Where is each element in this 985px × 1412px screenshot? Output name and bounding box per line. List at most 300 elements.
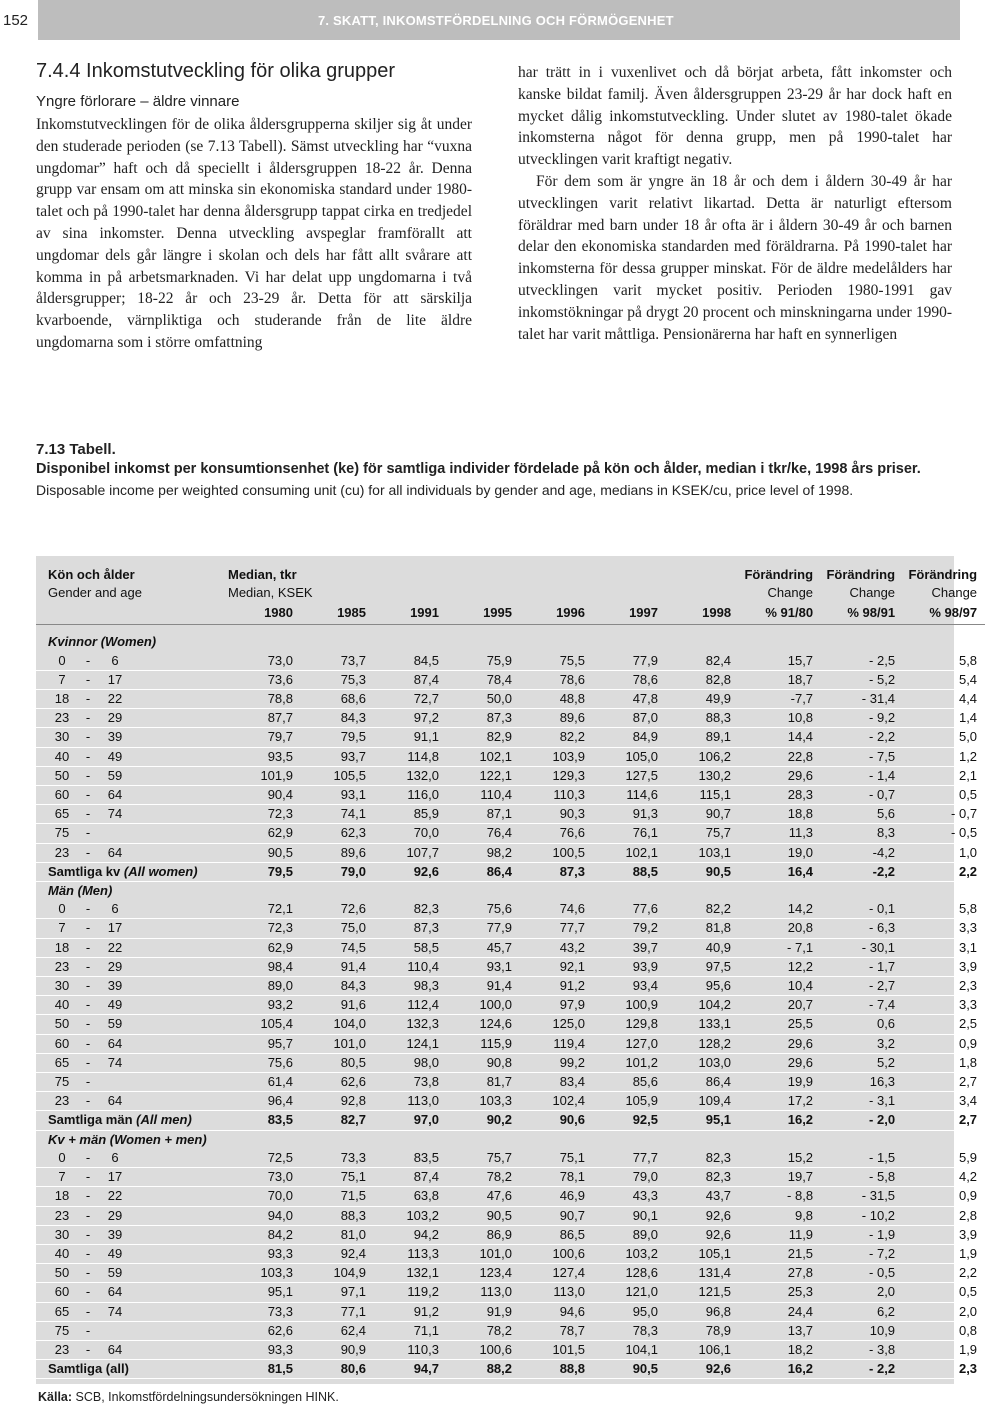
table-row [36, 1149, 985, 1168]
median-cell: 91,6 [301, 996, 374, 1015]
median-cell: 43,7 [666, 1187, 739, 1206]
age-dash: - [85, 652, 91, 668]
age-to: 74 [107, 1054, 123, 1070]
change-cell: 5,0 [903, 728, 985, 747]
age-from: 30 [54, 729, 70, 745]
median-cell: 75,5 [520, 652, 593, 671]
table-row [36, 670, 985, 689]
header-age-sv: Kön och ålder [48, 567, 135, 582]
age-to: 64 [107, 1093, 123, 1109]
median-cell: 93,5 [228, 747, 301, 766]
median-cell: 98,2 [447, 843, 520, 862]
age-dash: - [85, 1074, 91, 1090]
median-cell: 86,5 [520, 1225, 593, 1244]
age-from: 65 [54, 1054, 70, 1070]
median-cell: 121,5 [666, 1283, 739, 1302]
median-cell: 128,2 [666, 1034, 739, 1053]
year-header: 1991 [374, 602, 447, 625]
median-cell: 91,9 [447, 1302, 520, 1321]
median-cell: 93,4 [593, 977, 666, 996]
total-median-cell: 88,2 [447, 1360, 520, 1379]
median-cell: 75,1 [301, 1168, 374, 1187]
change-cell: 2,8 [903, 1206, 985, 1225]
change-cell: 3,3 [903, 919, 985, 938]
median-cell: 82,2 [666, 900, 739, 919]
median-cell: 78,1 [520, 1168, 593, 1187]
median-cell: 84,3 [301, 709, 374, 728]
age-to: 64 [107, 844, 123, 860]
median-cell: 82,3 [666, 1168, 739, 1187]
median-cell: 58,5 [374, 938, 447, 957]
year-header: 1995 [447, 602, 520, 625]
median-cell: 122,1 [447, 766, 520, 785]
median-cell: 105,0 [593, 747, 666, 766]
age-dash: - [85, 1284, 91, 1300]
age-range [36, 957, 228, 976]
median-cell: 127,0 [593, 1034, 666, 1053]
median-cell: 132,1 [374, 1264, 447, 1283]
age-to: 49 [107, 1245, 123, 1261]
median-cell: 83,4 [520, 1073, 593, 1092]
median-cell: 75,6 [228, 1053, 301, 1072]
total-change-cell: 2,3 [903, 1360, 985, 1379]
median-cell: 84,3 [301, 977, 374, 996]
total-label [36, 1360, 228, 1379]
change-cell: 22,8 [739, 747, 821, 766]
median-cell: 75,6 [447, 900, 520, 919]
median-cell: 95,0 [593, 1302, 666, 1321]
median-cell: 90,5 [447, 1206, 520, 1225]
median-cell: 91,2 [374, 1302, 447, 1321]
age-to: 64 [107, 1035, 123, 1051]
change-cell: - 30,1 [821, 938, 903, 957]
change-cell: 29,6 [739, 1053, 821, 1072]
median-cell: 102,1 [447, 747, 520, 766]
median-cell: 93,2 [228, 996, 301, 1015]
age-from: 0 [58, 1149, 66, 1165]
age-to: 29 [107, 958, 123, 974]
change-cell: -4,2 [821, 843, 903, 862]
median-cell: 75,3 [301, 670, 374, 689]
median-cell: 93,7 [301, 747, 374, 766]
change-cell: 5,4 [903, 670, 985, 689]
median-cell: 92,6 [666, 1225, 739, 1244]
table-row [36, 1225, 985, 1244]
table-row [36, 1034, 985, 1053]
median-cell: 73,3 [301, 1149, 374, 1168]
header-spacer [36, 602, 228, 625]
median-cell: 123,4 [447, 1264, 520, 1283]
year-header: 1985 [301, 602, 374, 625]
median-cell: 82,9 [447, 728, 520, 747]
median-cell: 50,0 [447, 690, 520, 709]
median-cell: 91,3 [593, 805, 666, 824]
age-dash: - [85, 939, 91, 955]
total-label [36, 1111, 228, 1130]
median-cell: 79,7 [228, 728, 301, 747]
median-cell: 94,0 [228, 1206, 301, 1225]
median-cell: 128,6 [593, 1264, 666, 1283]
table-row [36, 1092, 985, 1111]
median-cell: 81,8 [666, 919, 739, 938]
change-cell: 18,2 [739, 1340, 821, 1359]
change-cell: - 1,7 [821, 957, 903, 976]
total-label-en: (All men) [136, 1112, 192, 1128]
change-cell: 17,2 [739, 1092, 821, 1111]
age-to: 22 [107, 1188, 123, 1204]
median-cell: 78,3 [593, 1321, 666, 1340]
median-cell: 104,0 [301, 1015, 374, 1034]
median-cell: 77,6 [593, 900, 666, 919]
age-range [36, 1073, 228, 1092]
median-cell: 102,1 [593, 843, 666, 862]
header-change-en: Change [849, 585, 896, 601]
change-cell: 1,8 [903, 1053, 985, 1072]
age-to: 59 [107, 767, 123, 783]
table-row [36, 1302, 985, 1321]
age-range [36, 652, 228, 671]
table-row [36, 824, 985, 843]
right-column [518, 62, 952, 345]
age-from: 75 [54, 825, 70, 841]
age-to: 29 [107, 710, 123, 726]
median-cell: 62,3 [301, 824, 374, 843]
table-row [36, 1244, 985, 1263]
change-cell: 2,2 [903, 1264, 985, 1283]
table-row [36, 1015, 985, 1034]
change-cell: - 5,8 [821, 1168, 903, 1187]
change-cell: 18,8 [739, 805, 821, 824]
median-cell: 78,2 [447, 1321, 520, 1340]
median-cell: 105,5 [301, 766, 374, 785]
median-cell: 92,4 [301, 1244, 374, 1263]
age-from: 40 [54, 997, 70, 1013]
total-median-cell: 88,8 [520, 1360, 593, 1379]
table-caption [36, 440, 946, 500]
age-range [36, 919, 228, 938]
age-dash: - [85, 1341, 91, 1357]
median-cell: 49,9 [666, 690, 739, 709]
age-dash: - [85, 1035, 91, 1051]
median-cell: 88,3 [666, 709, 739, 728]
change-cell: 3,9 [903, 1225, 985, 1244]
left-paragraph: Inkomstutvecklingen för de olika åldersgrupperna skiljer sig åt under den studerade perioden (se 7.13 Tabell). Sämst utveckling har “vuxna ungdomar” haft och då speciellt i åldersgruppen 18-22 år. Denna grupp var ensam om att minska sin ekonomiska standard under 1980-talet och på 1990-talet har denna åldersgrupp tappat cirka en tredjedel av sina inkomster. Denna utveckling avspeglar framförallt att ungdomar dels går längre i skolan och dels har fått allt svårare att komma in på arbetsmarknaden. Vi har delat upp ungdomarna i två åldersgrupper; 18-22 år och 23-29 år. Detta för att särskilja kvarboende, värnpliktiga och studerande från de lite äldre ungdomarna som i större omfattning [36, 116, 472, 351]
age-dash: - [85, 844, 91, 860]
median-cell: 72,1 [228, 900, 301, 919]
age-to: 39 [107, 1226, 123, 1242]
page-number: 152 [0, 0, 38, 40]
age-range [36, 1168, 228, 1187]
age-range [36, 843, 228, 862]
total-median-cell: 92,5 [593, 1111, 666, 1130]
change-cell: 0,5 [903, 786, 985, 805]
median-cell: 73,3 [228, 1302, 301, 1321]
median-cell: 82,3 [666, 1149, 739, 1168]
total-median-cell: 92,6 [666, 1360, 739, 1379]
change-cell: - 8,8 [739, 1187, 821, 1206]
age-range [36, 1321, 228, 1340]
age-to: 17 [107, 1169, 123, 1185]
total-change-cell: - 2,2 [821, 1360, 903, 1379]
total-label-sv: Samtliga män [48, 1112, 133, 1128]
median-cell: 61,4 [228, 1073, 301, 1092]
median-cell: 132,0 [374, 766, 447, 785]
median-cell: 78,6 [593, 670, 666, 689]
age-dash: - [85, 1016, 91, 1032]
median-cell: 71,1 [374, 1321, 447, 1340]
age-range [36, 728, 228, 747]
change-cell: 19,7 [739, 1168, 821, 1187]
median-cell: 98,4 [228, 957, 301, 976]
change-cell: 21,5 [739, 1244, 821, 1263]
total-change-cell: 16,4 [739, 862, 821, 881]
table-title-sv: Disponibel inkomst per konsumtionsenhet (ke) för samtliga individer fördelade på kön och ålder, median i tkr/ke, 1998 års priser. [36, 461, 921, 477]
year-header: 1997 [593, 602, 666, 625]
median-cell: 85,9 [374, 805, 447, 824]
median-cell: 125,0 [520, 1015, 593, 1034]
group-header-row [36, 1130, 985, 1149]
age-from: 7 [58, 1169, 66, 1185]
header-change-sv: Förändring [744, 567, 814, 582]
source-label: Källa: [38, 1390, 73, 1404]
table-row [36, 1053, 985, 1072]
median-cell: 78,8 [228, 690, 301, 709]
median-cell: 83,5 [374, 1149, 447, 1168]
age-range [36, 1340, 228, 1359]
median-cell: 82,2 [520, 728, 593, 747]
median-cell: 93,1 [301, 786, 374, 805]
change-cell: - 9,2 [821, 709, 903, 728]
median-cell: 73,8 [374, 1073, 447, 1092]
change-cell: 20,7 [739, 996, 821, 1015]
total-median-cell: 90,6 [520, 1111, 593, 1130]
median-cell: 71,5 [301, 1187, 374, 1206]
change-cell: 1,9 [903, 1244, 985, 1263]
median-cell: 110,3 [520, 786, 593, 805]
age-range [36, 996, 228, 1015]
median-cell: 89,1 [666, 728, 739, 747]
change-cell: 15,2 [739, 1149, 821, 1168]
source-text: SCB, Inkomstfördelningsundersökningen HINK. [75, 1390, 339, 1404]
median-cell: 101,2 [593, 1053, 666, 1072]
age-to: 64 [107, 1284, 123, 1300]
age-range [36, 1244, 228, 1263]
median-cell: 39,7 [593, 938, 666, 957]
median-cell: 80,5 [301, 1053, 374, 1072]
group-header-row [36, 625, 985, 652]
median-cell: 97,1 [301, 1283, 374, 1302]
age-from: 75 [54, 1074, 70, 1090]
median-cell: 115,1 [666, 786, 739, 805]
median-cell: 99,2 [520, 1053, 593, 1072]
age-range [36, 824, 228, 843]
left-column [36, 60, 472, 354]
median-cell: 89,6 [520, 709, 593, 728]
age-from: 18 [54, 1188, 70, 1204]
age-to: 17 [107, 920, 123, 936]
median-cell: 78,2 [447, 1168, 520, 1187]
total-median-cell: 92,6 [374, 862, 447, 881]
age-range [36, 690, 228, 709]
change-cell: 0,5 [903, 1283, 985, 1302]
median-cell: 87,4 [374, 1168, 447, 1187]
change-cell: 25,3 [739, 1283, 821, 1302]
median-cell: 97,9 [520, 996, 593, 1015]
change-cell: 16,3 [821, 1073, 903, 1092]
change-cell: - 7,1 [739, 938, 821, 957]
header-median-sv: Median, tkr [228, 567, 297, 582]
change-cell: - 7,2 [821, 1244, 903, 1263]
median-cell: 79,5 [301, 728, 374, 747]
age-range [36, 786, 228, 805]
change-cell: 2,3 [903, 977, 985, 996]
median-cell: 89,6 [301, 843, 374, 862]
change-cell: 19,9 [739, 1073, 821, 1092]
age-from: 0 [58, 901, 66, 917]
median-cell: 79,2 [593, 919, 666, 938]
age-from: 23 [54, 1341, 70, 1357]
median-cell: 40,9 [666, 938, 739, 957]
median-cell: 109,4 [666, 1092, 739, 1111]
change-cell: 0,9 [903, 1034, 985, 1053]
median-cell: 78,9 [666, 1321, 739, 1340]
change-cell: 15,7 [739, 652, 821, 671]
year-header: 1998 [666, 602, 739, 625]
change-cell: - 3,8 [821, 1340, 903, 1359]
median-cell: 90,1 [593, 1206, 666, 1225]
table-row [36, 996, 985, 1015]
median-cell: 116,0 [374, 786, 447, 805]
age-range [36, 1034, 228, 1053]
median-cell: 78,6 [520, 670, 593, 689]
median-cell: 121,0 [593, 1283, 666, 1302]
total-median-cell: 94,7 [374, 1360, 447, 1379]
median-cell: 77,7 [593, 1149, 666, 1168]
median-cell: 82,8 [666, 670, 739, 689]
median-cell: 95,6 [666, 977, 739, 996]
age-from: 23 [54, 844, 70, 860]
median-cell: 103,3 [447, 1092, 520, 1111]
median-cell: 97,2 [374, 709, 447, 728]
age-from: 18 [54, 691, 70, 707]
age-to: 6 [111, 652, 119, 668]
median-cell: 98,0 [374, 1053, 447, 1072]
change-cell: - 1,5 [821, 1149, 903, 1168]
median-cell: 100,5 [520, 843, 593, 862]
median-cell: 113,0 [520, 1283, 593, 1302]
median-cell: 87,1 [447, 805, 520, 824]
median-cell: 92,6 [666, 1206, 739, 1225]
table-row [36, 1206, 985, 1225]
change-cell: -7,7 [739, 690, 821, 709]
median-cell: 63,8 [374, 1187, 447, 1206]
median-cell: 91,4 [447, 977, 520, 996]
table-row [36, 1321, 985, 1340]
total-median-cell: 79,0 [301, 862, 374, 881]
change-cell: 27,8 [739, 1264, 821, 1283]
total-median-cell: 81,5 [228, 1360, 301, 1379]
year-header: 1980 [228, 602, 301, 625]
median-cell: 95,1 [228, 1283, 301, 1302]
group-label: Män (Men) [48, 883, 113, 899]
median-cell: 72,3 [228, 919, 301, 938]
age-dash: - [85, 1226, 91, 1242]
change-cell: 11,9 [739, 1225, 821, 1244]
median-cell: 93,9 [593, 957, 666, 976]
total-label-sv: Samtliga (all) [48, 1361, 129, 1377]
change-cell: 12,2 [739, 957, 821, 976]
header-change-sv: Förändring [908, 567, 978, 582]
median-cell: 75,9 [447, 652, 520, 671]
median-cell: 87,4 [374, 670, 447, 689]
median-cell: 110,4 [374, 957, 447, 976]
median-cell: 72,6 [301, 900, 374, 919]
median-cell: 87,3 [374, 919, 447, 938]
median-cell: 129,3 [520, 766, 593, 785]
year-header: % 91/80 [739, 602, 821, 625]
median-cell: 82,4 [666, 652, 739, 671]
age-from: 23 [54, 1093, 70, 1109]
median-cell: 105,1 [666, 1244, 739, 1263]
chapter-title: 7. SKATT, INKOMSTFÖRDELNING OCH FÖRMÖGENHET [318, 12, 674, 28]
total-median-cell: 80,6 [301, 1360, 374, 1379]
group-header-row [36, 882, 985, 901]
median-cell: 76,6 [520, 824, 593, 843]
age-dash: - [85, 787, 91, 803]
median-cell: 46,9 [520, 1187, 593, 1206]
age-from: 50 [54, 1265, 70, 1281]
median-cell: 73,7 [301, 652, 374, 671]
change-cell: 2,0 [821, 1283, 903, 1302]
table-row [36, 690, 985, 709]
median-cell: 84,2 [228, 1225, 301, 1244]
age-from: 60 [54, 787, 70, 803]
right-paragraph-2: För dem som är yngre än 18 år och dem i åldern 30-49 år har utvecklingen varit relativt likartad. Detta är naturligt eftersom föräldrar med barn under 18 år ofta är i åldern 30-49 år och barnen delar den ekonomiska standarden med föräldrarna. På 1990-talet har inkomsterna för dessa grupper minskat. För de äldre medelålders har utvecklingen varit mycket positiv. Perioden 1980-1991 gav inkomstökningar på drygt 20 procent och minskningarna under 1990-talet har varit måttliga. Pensionärerna har haft en synnerligen [518, 172, 952, 343]
median-cell: 103,1 [666, 843, 739, 862]
median-cell: 62,6 [228, 1321, 301, 1340]
age-from: 50 [54, 1016, 70, 1032]
change-cell: - 2,7 [821, 977, 903, 996]
section-title: 7.4.4 Inkomstutveckling för olika grupper [36, 60, 396, 82]
median-cell: 77,9 [593, 652, 666, 671]
change-cell: 18,7 [739, 670, 821, 689]
age-dash: - [85, 1149, 91, 1165]
median-cell: 62,9 [228, 938, 301, 957]
age-range [36, 670, 228, 689]
age-range [36, 709, 228, 728]
median-cell: 72,7 [374, 690, 447, 709]
median-cell: 130,2 [666, 766, 739, 785]
age-to: 6 [111, 901, 119, 917]
age-dash: - [85, 1303, 91, 1319]
income-table-container [36, 556, 978, 1384]
table-row [36, 1187, 985, 1206]
median-cell: 70,0 [228, 1187, 301, 1206]
age-to: 59 [107, 1016, 123, 1032]
median-cell: 78,4 [447, 670, 520, 689]
change-cell: 8,3 [821, 824, 903, 843]
median-cell: 101,0 [301, 1034, 374, 1053]
change-cell: 1,2 [903, 747, 985, 766]
age-dash: - [85, 1093, 91, 1109]
median-cell: 101,0 [447, 1244, 520, 1263]
age-range [36, 766, 228, 785]
median-cell: 77,7 [520, 919, 593, 938]
age-range [36, 1053, 228, 1072]
median-cell: 105,9 [593, 1092, 666, 1111]
age-range [36, 900, 228, 919]
change-cell: - 31,5 [821, 1187, 903, 1206]
